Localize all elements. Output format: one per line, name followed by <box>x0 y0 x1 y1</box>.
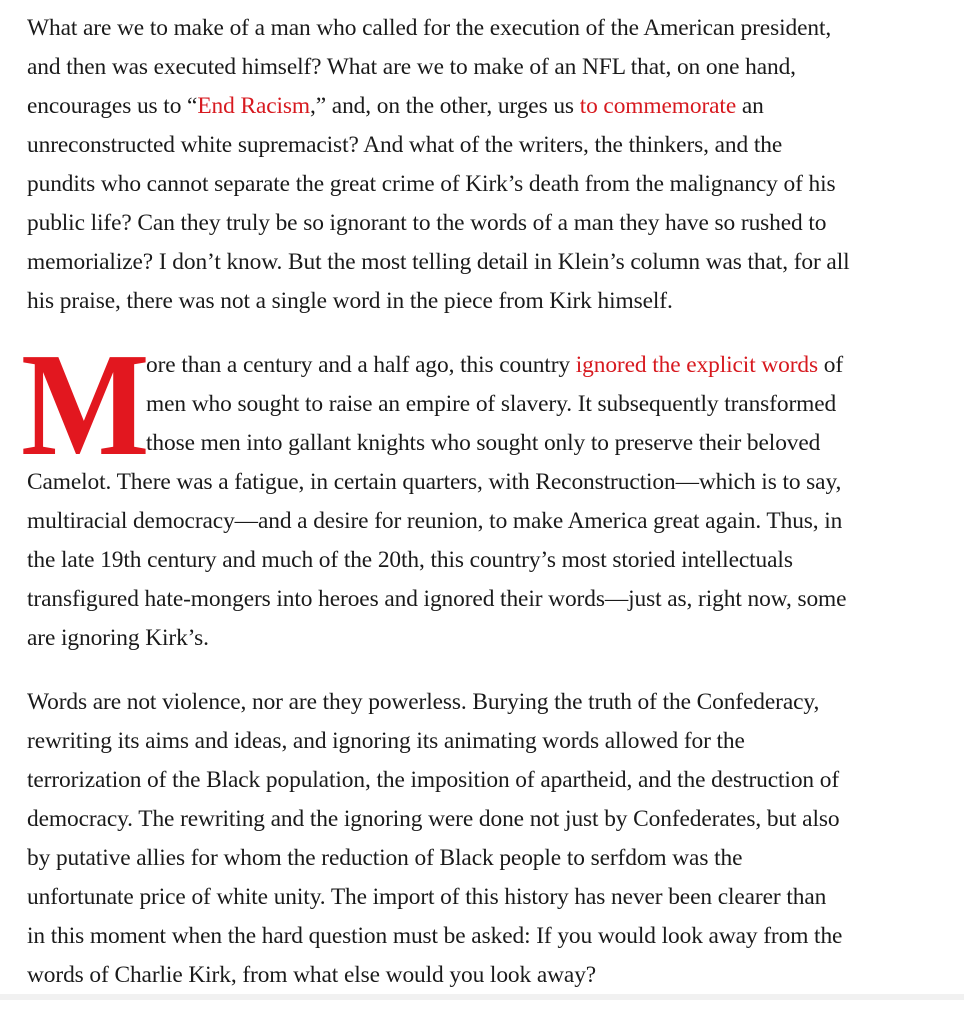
text-line: his praise, there was not a single word in the piece from Kirk himself. <box>27 288 673 314</box>
text-line: terrorization of the Black population, the imposition of apartheid, and the destruction of <box>27 767 840 793</box>
text-line: democracy. The rewriting and the ignoring were done not just by Confederates, but also <box>27 806 840 832</box>
text-line: the late 19th century and much of the 20th, this country’s most storied intellectuals <box>27 547 793 573</box>
text-line: transfigured hate-mongers into heroes and ignored their words—just as, right now, some <box>27 586 847 612</box>
text-line: memorialize? I don’t know. But the most telling detail in Klein’s column was that, for all <box>27 249 850 275</box>
text-line: Camelot. There was a fatigue, in certain quarters, with Reconstruction—which is to say, <box>27 469 842 495</box>
page-bottom-edge <box>0 994 964 1000</box>
text-line: words of Charlie Kirk, from what else would you look away? <box>27 962 597 988</box>
text-segment: ,” and, on the other, urges us <box>310 93 580 119</box>
text-line: men who sought to raise an empire of slavery. It subsequently transformed <box>146 391 837 417</box>
text-line: and then was executed himself? What are we to make of an NFL that, on one hand, <box>27 54 796 80</box>
text-segment: an <box>736 93 764 119</box>
text-segment: of <box>818 352 844 378</box>
text-line <box>27 87 917 126</box>
text-line: public life? Can they truly be so ignorant to the words of a man they have so rushed to <box>27 210 827 236</box>
text-segment: ore than a century and a half ago, this country <box>146 352 576 378</box>
text-line: are ignoring Kirk’s. <box>27 625 209 651</box>
text-line: unfortunate price of white unity. The import of this history has never been clearer than <box>27 884 827 910</box>
text-line: those men into gallant knights who sought only to preserve their beloved <box>146 430 821 456</box>
text-segment: encourages us to “ <box>27 93 198 119</box>
drop-cap-letter: M <box>21 323 148 487</box>
text-line: in this moment when the hard question must be asked: If you would look away from the <box>27 923 843 949</box>
article-body <box>21 9 917 1020</box>
paragraph-3 <box>27 683 917 995</box>
paragraph-1 <box>27 9 917 321</box>
text-line: Words are not violence, nor are they powerless. Burying the truth of the Confederacy, <box>27 689 820 715</box>
link-ignored-the-explicit-words[interactable]: ignored the explicit words <box>575 352 819 378</box>
link-to-commemorate[interactable]: to commemorate <box>579 93 737 119</box>
text-line: multiracial democracy—and a desire for reunion, to make America great again. Thus, in <box>27 508 843 534</box>
text-line: pundits who cannot separate the great crime of Kirk’s death from the malignancy of his <box>27 171 836 197</box>
text-line: rewriting its aims and ideas, and ignoring its animating words allowed for the <box>27 728 745 754</box>
text-line: unreconstructed white supremacist? And what of the writers, the thinkers, and the <box>27 132 783 158</box>
link-end-racism[interactable]: End Racism <box>197 93 311 119</box>
text-line <box>27 346 917 385</box>
text-line: by putative allies for whom the reduction of Black people to serfdom was the <box>27 845 743 871</box>
paragraph-2 <box>21 323 917 658</box>
text-line: What are we to make of a man who called for the execution of the American president, <box>27 15 832 41</box>
